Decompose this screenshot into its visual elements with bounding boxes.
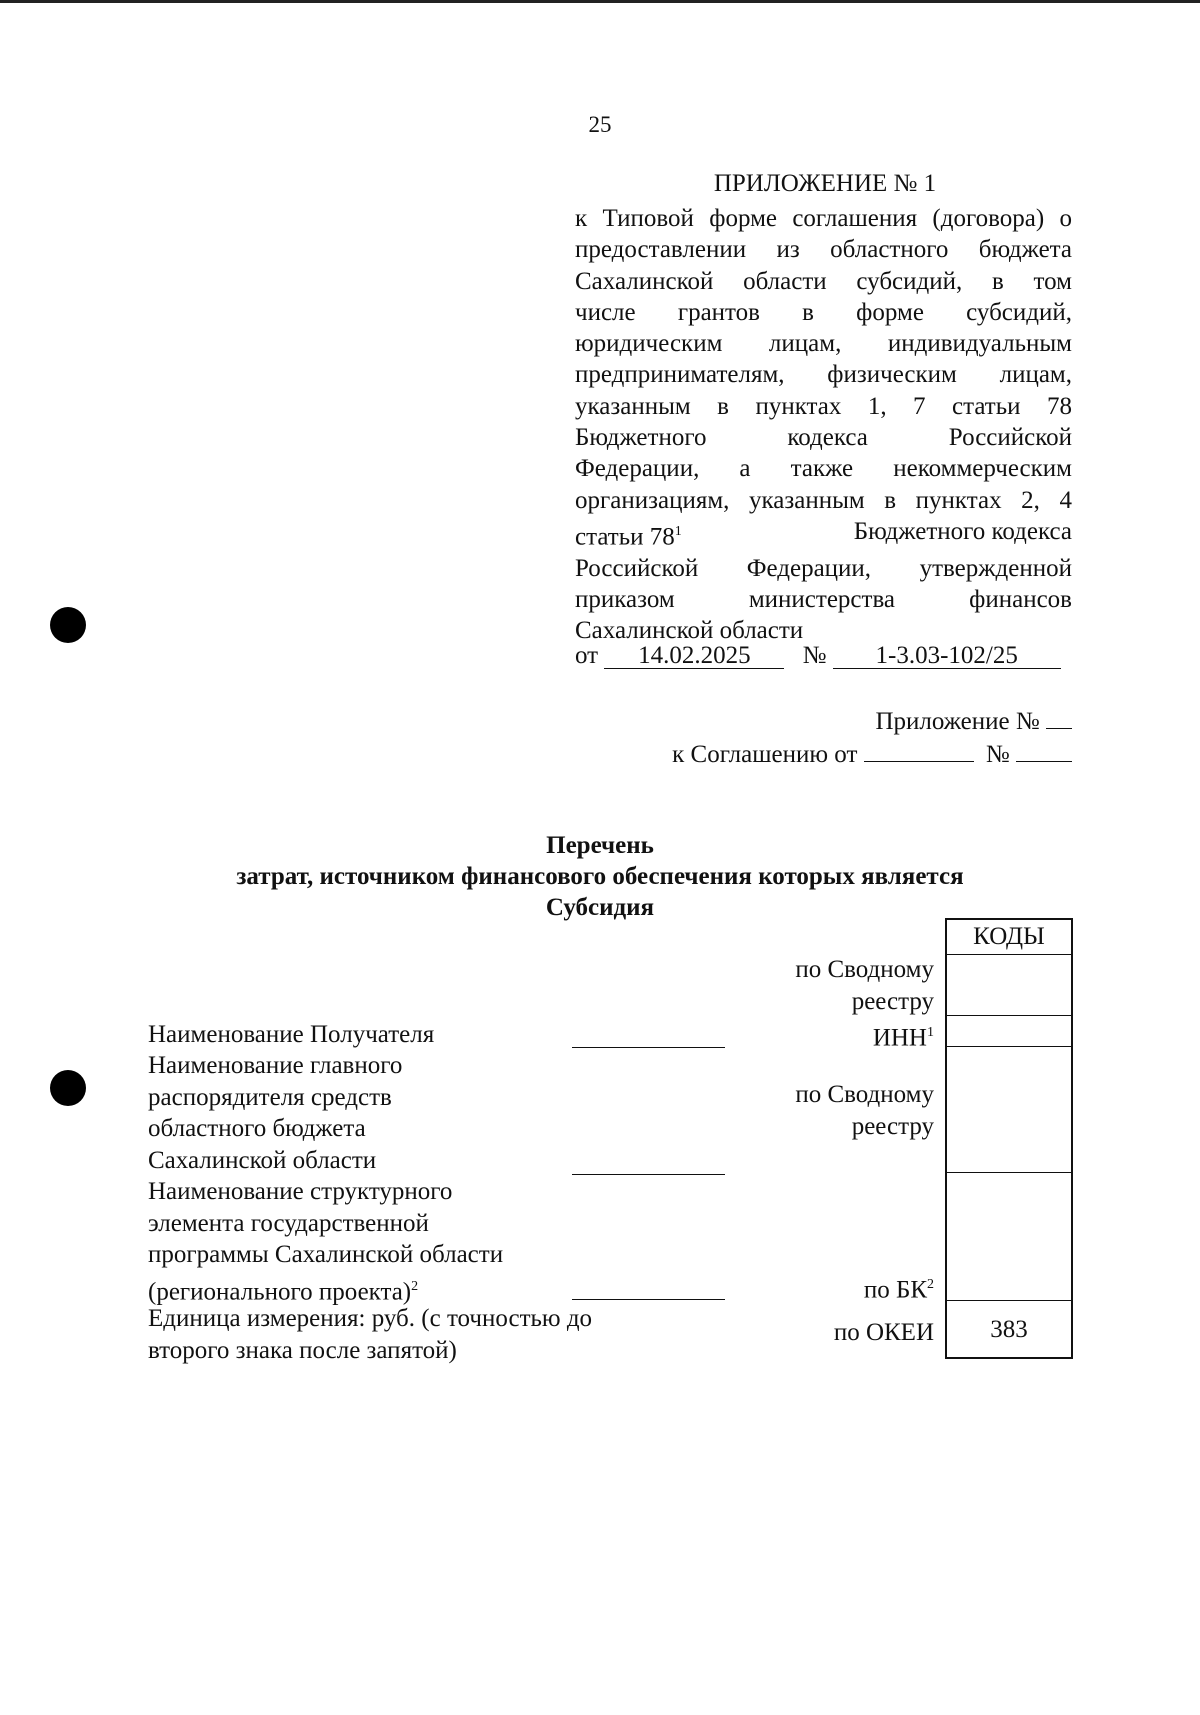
codes-divider <box>947 954 1071 955</box>
number-prefix: № <box>802 642 827 669</box>
codes-header: КОДЫ <box>973 923 1045 950</box>
footnote-marker: 2 <box>927 1277 934 1292</box>
unit-label <box>148 1303 592 1366</box>
structural-element-line-1: Наименование структурного <box>148 1178 453 1205</box>
codes-table <box>945 918 1073 1359</box>
bk-text: по БК <box>863 1276 927 1304</box>
title-line-3: Субсидия <box>545 894 655 921</box>
main-manager-field <box>572 1174 725 1175</box>
svod-reestr-2-line-2: реестру <box>851 1112 934 1140</box>
agreement-reference-line <box>600 739 1072 769</box>
appendix-line: юридическим лицам, индивидуальным <box>575 330 1072 358</box>
footnote-marker: 1 <box>927 1025 934 1040</box>
inn-label <box>873 1017 934 1054</box>
agreement-number-label: № <box>985 741 1010 768</box>
recipient-field <box>572 1047 725 1048</box>
svod-reestr-2-line-1: по Сводному <box>795 1081 934 1108</box>
appendix-line: организациям, указанным в пунктах 2, 4 <box>575 486 1072 514</box>
date-prefix: от <box>575 642 599 669</box>
appendix-line-statya <box>575 516 1072 553</box>
appendix-line: предоставлении из областного бюджета <box>575 236 1072 264</box>
svod-reestr-1-line-2: реестру <box>851 987 934 1015</box>
inn-text: ИНН <box>872 1024 927 1052</box>
appendix-statya-tail: Бюджетного кодекса <box>853 517 1072 545</box>
appendix-line: приказом министерства финансов <box>575 585 1072 613</box>
appendix-line: Федерации, а также некоммерческим <box>575 455 1072 483</box>
appendix-number: 1-3.03-102/25 <box>833 642 1061 669</box>
appendix-line: числе грантов в форме субсидий, <box>575 298 1072 326</box>
appendix-line: Сахалинской области <box>575 617 804 645</box>
appendix-line: указанным в пунктах 1, 7 статьи 78 <box>575 392 1072 420</box>
structural-element-line-4: (регионального проекта) <box>148 1277 412 1305</box>
appendix-line: Сахалинской области субсидий, в том <box>575 267 1072 295</box>
main-manager-line-4: Сахалинской области <box>148 1146 377 1174</box>
attachment-number-field <box>1046 706 1072 729</box>
footnote-marker: 1 <box>674 523 682 539</box>
unit-line-1: Единица измерения: руб. (с точностью до <box>148 1305 593 1332</box>
appendix-title: ПРИЛОЖЕНИЕ № 1 <box>713 170 937 197</box>
structural-element-label <box>148 1176 503 1307</box>
main-manager-line-2: распорядителя средств <box>148 1083 392 1111</box>
main-manager-label <box>148 1050 402 1176</box>
title-line-2: затрат, источником финансового обеспечения которых является <box>236 863 964 890</box>
recipient-label: Наименование Получателя <box>148 1021 435 1048</box>
appendix-line: Российской Федерации, утвержденной <box>575 554 1072 582</box>
page-number: 25 <box>588 112 612 137</box>
footnote-marker: 2 <box>411 1278 419 1294</box>
structural-element-field <box>572 1299 725 1300</box>
svod-reestr-1-line-1: по Сводному <box>795 956 934 983</box>
punch-hole-lower <box>50 1070 86 1106</box>
attachment-number-line <box>740 706 1072 736</box>
agreement-date-field <box>864 739 974 762</box>
document-title <box>150 830 1050 923</box>
okei-code: 383 <box>990 1316 1028 1343</box>
okei-label: по ОКЕИ <box>833 1319 934 1346</box>
codes-divider <box>947 1172 1071 1173</box>
attachment-label: Приложение № <box>875 708 1040 735</box>
bk-label <box>864 1269 934 1306</box>
main-manager-line-1: Наименование главного <box>148 1052 403 1079</box>
appendix-line: Бюджетного кодекса Российской <box>575 424 1072 452</box>
appendix-statya-text: статьи 78 <box>575 523 675 551</box>
agreement-number-field <box>1016 739 1072 762</box>
svod-reestr-label-2 <box>795 1079 934 1142</box>
appendix-date-line <box>575 642 1072 676</box>
structural-element-line-2: элемента государственной <box>148 1209 429 1237</box>
codes-divider <box>947 1015 1071 1016</box>
agreement-date-label: к Соглашению от <box>672 741 858 768</box>
appendix-date: 14.02.2025 <box>604 642 784 669</box>
scan-top-edge <box>0 0 1200 3</box>
unit-line-2: второго знака после запятой) <box>148 1336 457 1364</box>
codes-divider <box>947 1046 1071 1047</box>
title-line-1: Перечень <box>546 832 654 859</box>
punch-hole-upper <box>50 607 86 643</box>
appendix-line: к Типовой форме соглашения (договора) о <box>575 205 1072 232</box>
svod-reestr-label-1 <box>795 954 934 1017</box>
main-manager-line-3: областного бюджета <box>148 1115 366 1142</box>
structural-element-line-3: программы Сахалинской области <box>148 1241 504 1268</box>
appendix-text <box>575 203 1072 646</box>
appendix-line: предпринимателям, физическим лицам, <box>575 361 1072 389</box>
